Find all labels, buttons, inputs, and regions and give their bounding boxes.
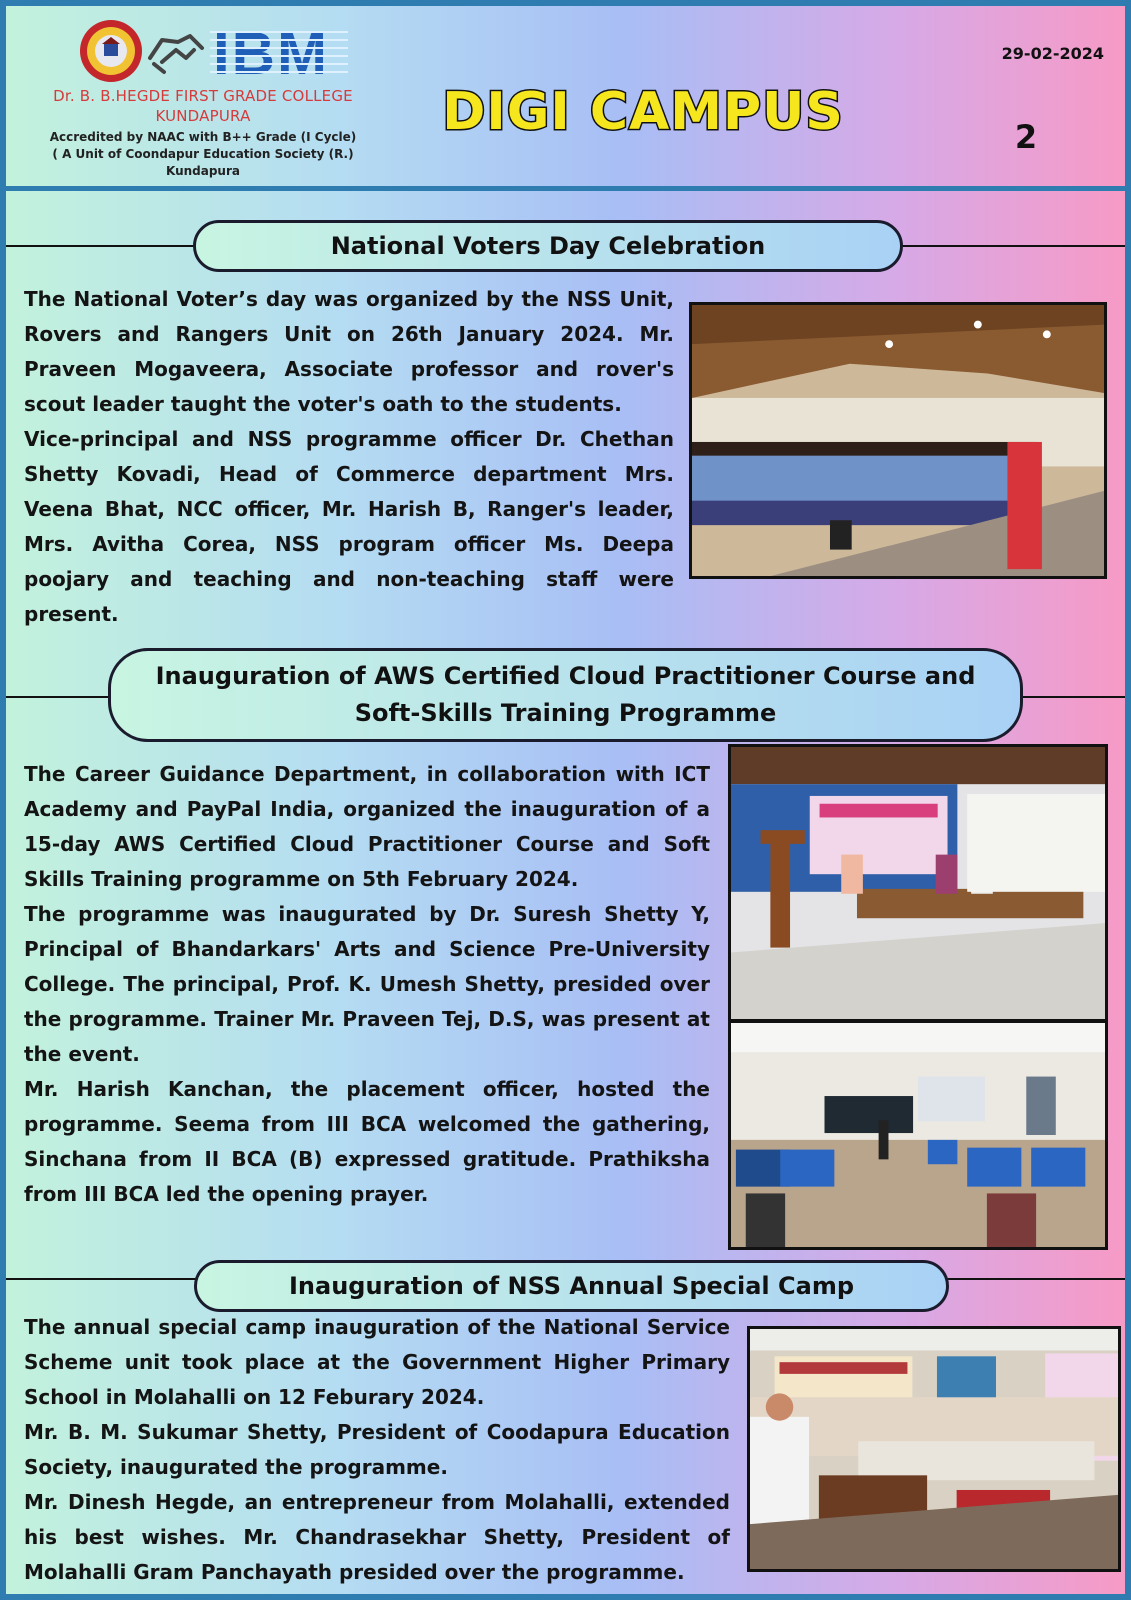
voters-day-photo [689, 302, 1107, 579]
article-paragraph: The National Voter’s day was organized by the NSS Unit, Rovers and Rangers Unit on 26th January 2024. Mr. Praveen Mogaveera, Associate professor and rover's scout leader taught the voter's oath to the students. [24, 287, 674, 416]
section-heading-voters-day [193, 220, 903, 272]
issue-date: 29-02-2024 [1001, 44, 1104, 63]
location-text: Kundapura [165, 164, 240, 178]
article-paragraph: Vice-principal and NSS programme officer Dr. Chethan Shetty Kovadi, Head of Commerce department Mrs. Veena Bhat, NCC officer, Mr. Harish B, Ranger's leader, Mrs. Avitha Corea, NSS program officer Ms. Deepa poojary and teaching and non-teaching staff were present. [24, 427, 674, 626]
article-paragraph: The programme was inaugurated by Dr. Suresh Shetty Y, Principal of Bhandarkars' Arts and Science Pre-University College. The principal, Prof. K. Umesh Shetty, presided over the programme. Trainer Mr. Praveen Tej, D.S, was present at the event. [24, 902, 710, 1066]
section-heading-text: Soft-Skills Training Programme [354, 699, 777, 727]
aws-inauguration-photo [728, 744, 1108, 1022]
article-paragraph: Mr. Dinesh Hegde, an entrepreneur from Molahalli, extended his best wishes. Mr. Chandrasekhar Shetty, President of Molahalli Gram Panchayath presided over the programme. [24, 1490, 730, 1584]
section-divider [6, 696, 116, 698]
article-paragraph: Mr. B. M. Sukumar Shetty, President of Coodapura Education Society, inaugurated the programme. [24, 1420, 730, 1479]
college-name-line: Dr. B. B.HEGDE FIRST GRADE COLLEGE [53, 87, 353, 105]
college-name [28, 86, 378, 126]
section-divider [946, 1278, 1125, 1280]
section-heading-aws [108, 648, 1023, 742]
article-paragraph: The Career Guidance Department, in collaboration with ICT Academy and PayPal India, organized the inauguration of a 15-day AWS Certified Cloud Practitioner Course and Soft Skills Training programme on 5th February 2024. [24, 762, 710, 891]
section-divider [6, 1278, 201, 1280]
magazine-title [418, 81, 868, 141]
section-divider [6, 245, 201, 247]
college-seal-logo [80, 20, 142, 82]
header-logos [78, 18, 348, 84]
college-city: KUNDAPURA [155, 107, 251, 125]
nss-camp-photo [747, 1326, 1121, 1572]
logo-strip [78, 18, 348, 84]
nss-camp-article [24, 1310, 730, 1590]
article-paragraph: Mr. Harish Kanchan, the placement officer, hosted the programme. Seema from III BCA welcomed the gathering, Sinchana from II BCA (B) expressed gratitude. Prathiksha from III BCA led the opening prayer. [24, 1077, 710, 1206]
page-number: 2 [1014, 118, 1038, 156]
ibm-logo: IBM [213, 20, 329, 84]
handshake-icon [150, 36, 202, 72]
aws-article [24, 757, 710, 1212]
aws-lab-photo [728, 1020, 1108, 1250]
magazine-title-text: DIGI CAMPUS [442, 82, 844, 141]
accreditation-text: Accredited by NAAC with B++ Grade (I Cycle) [49, 130, 357, 144]
newsletter-header [6, 6, 1125, 191]
section-heading-text: National Voters Day Celebration [330, 231, 766, 260]
voters-day-article [24, 282, 674, 632]
society-text: ( A Unit of Coondapur Education Society (R.) [52, 147, 354, 161]
section-divider [886, 245, 1125, 247]
section-heading-text: Inauguration of NSS Annual Special Camp [288, 1271, 855, 1300]
section-heading-nss-camp [194, 1260, 949, 1312]
section-heading-text: Inauguration of AWS Certified Cloud Practitioner Course and [155, 662, 976, 690]
college-details [28, 129, 378, 180]
article-paragraph: The annual special camp inauguration of the National Service Scheme unit took place at the Government Higher Primary School in Molahalli on 12 Feburary 2024. [24, 1315, 730, 1409]
section-divider [1016, 696, 1125, 698]
